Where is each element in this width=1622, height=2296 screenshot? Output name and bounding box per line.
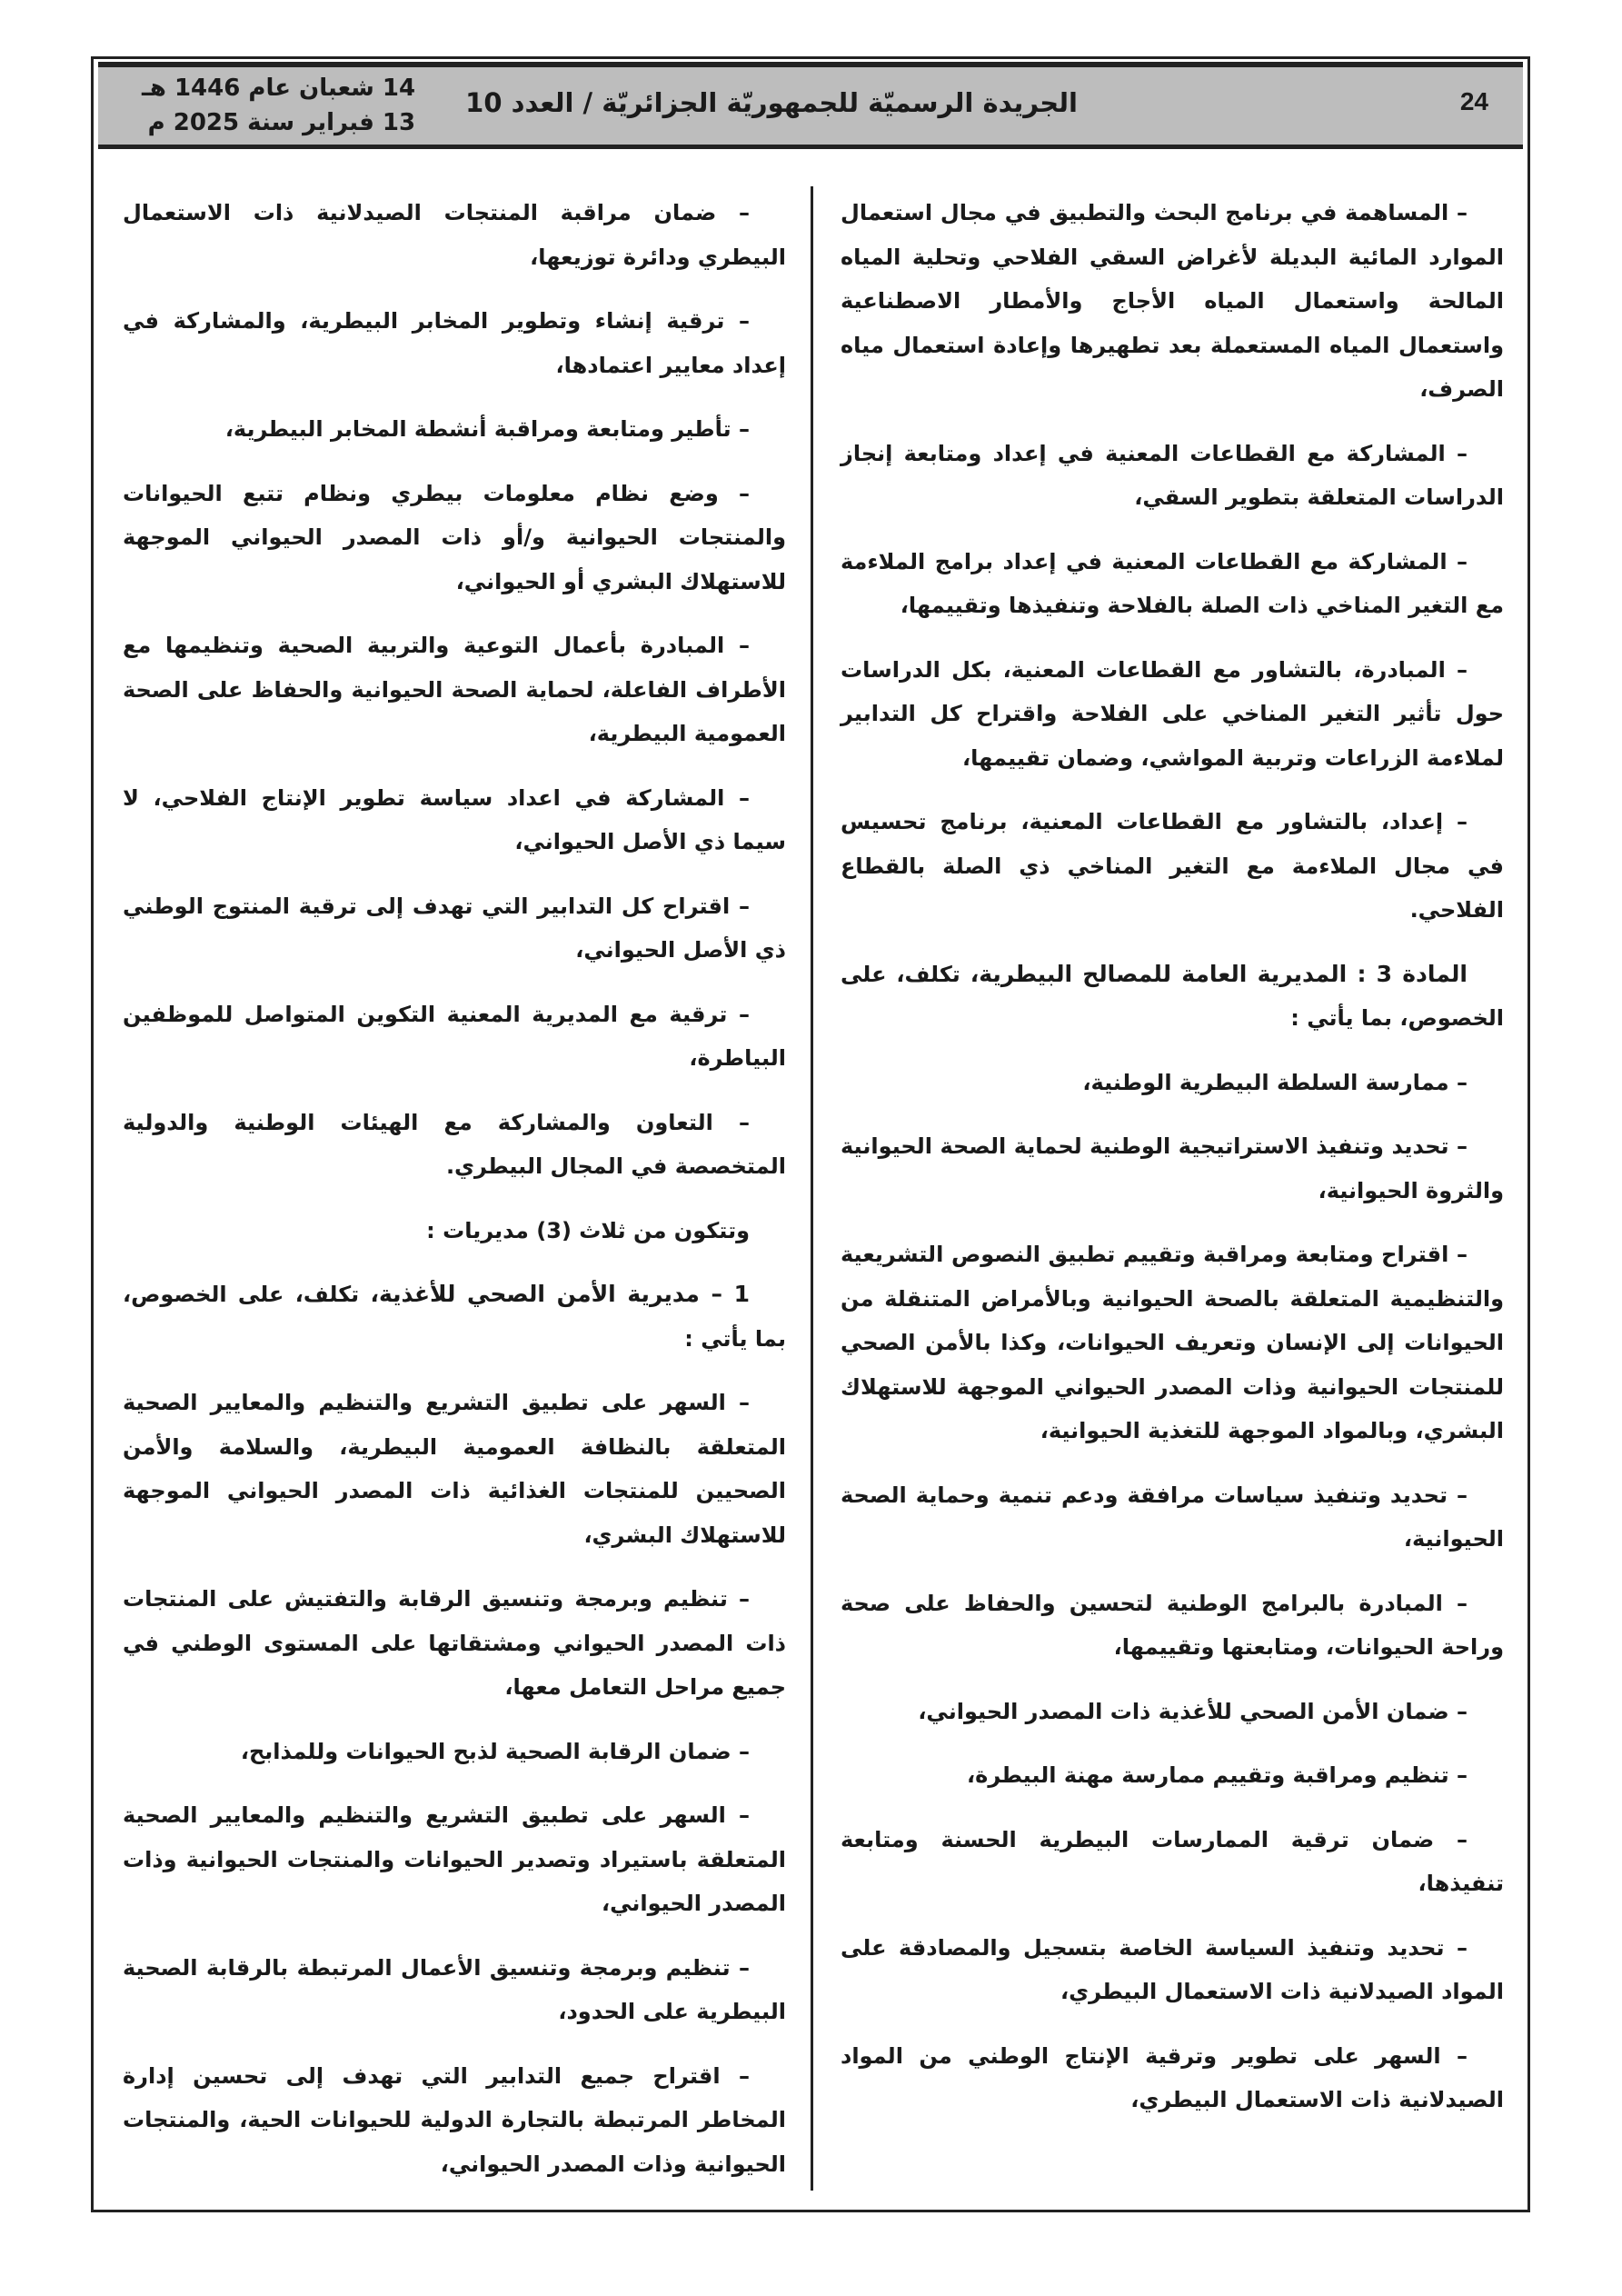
list-item bbox=[841, 1753, 1504, 1798]
list-item bbox=[123, 1730, 786, 1774]
list-item bbox=[123, 191, 786, 279]
list-item bbox=[841, 1233, 1504, 1453]
list-item bbox=[841, 540, 1504, 628]
column-divider bbox=[811, 186, 813, 2191]
paragraph-text: – تنظيم وبرمجة وتنسيق الرقابة والتفتيش على المنتجات ذات المصدر الحيواني ومشتقاتها على المستوى الوطني في جميع مراحل التعامل معها، bbox=[123, 1586, 786, 1700]
list-item bbox=[841, 432, 1504, 520]
gregorian-date: 13 فبراير سنة 2025 م bbox=[147, 109, 416, 136]
article-heading: المادة 3 : المديرية العامة للمصالح البيطرية، bbox=[970, 960, 1468, 987]
article-paragraph bbox=[841, 953, 1504, 1041]
list-item bbox=[841, 1061, 1504, 1105]
paragraph-text: – ضمان مراقبة المنتجات الصيدلانية ذات الاستعمال البيطري ودائرة توزيعها، bbox=[123, 200, 786, 270]
list-item bbox=[841, 1818, 1504, 1906]
paragraph-text: – تحديد وتنفيذ سياسات مرافقة ودعم تنمية وحماية الصحة الحيوانية، bbox=[841, 1482, 1504, 1552]
page-header bbox=[98, 62, 1523, 149]
gazette-title: الجريدة الرسميّة للجمهوريّة الجزائريّة / العدد 10 bbox=[465, 87, 1078, 118]
list-item bbox=[123, 1577, 786, 1710]
left-column bbox=[123, 191, 786, 2206]
paragraph-text: – اقتراح جميع التدابير التي تهدف إلى تحسين إدارة المخاطر المرتبطة بالتجارة الدولية للحيوانات الحية، والمنتجات الحيوانية وذات المصدر الحيواني، bbox=[123, 2062, 786, 2177]
list-item bbox=[123, 407, 786, 452]
paragraph-text: – التعاون والمشاركة مع الهيئات الوطنية والدولية المتخصصة في المجال البيطري. bbox=[123, 1109, 786, 1179]
list-item bbox=[841, 191, 1504, 412]
paragraph-text: – اقتراح كل التدابير التي تهدف إلى ترقية المنتوج الوطني ذي الأصل الحيواني، bbox=[123, 893, 786, 963]
issue-date bbox=[142, 71, 415, 140]
paragraph-text: – المبادرة بأعمال التوعية والتربية الصحية وتنظيمها مع الأطراف الفاعلة، لحماية الصحة الحيوانية والحفاظ على الصحة العمومية البيطرية، bbox=[123, 633, 786, 746]
paragraph-text: – المشاركة مع القطاعات المعنية في إعداد برامج الملاءمة مع التغير المناخي ذات الصلة بالفلاحة وتنفيذها وتقييمها، bbox=[841, 548, 1504, 618]
article-heading: 1 – مديرية الأمن الصحي للأغذية، bbox=[370, 1281, 751, 1307]
list-item bbox=[123, 1209, 786, 1253]
paragraph-text: – المشاركة في اعداد سياسة تطوير الإنتاج الفلاحي، لا سيما ذي الأصل الحيواني، bbox=[123, 784, 786, 854]
list-item bbox=[123, 299, 786, 387]
paragraph-text: – تحديد وتنفيذ السياسة الخاصة بتسجيل والمصادقة على المواد الصيدلانية ذات الاستعمال البيطري، bbox=[841, 1934, 1504, 2004]
paragraph-text: وتتكون من ثلاث (3) مديريات : bbox=[426, 1217, 750, 1243]
list-item bbox=[123, 1101, 786, 1189]
paragraph-text: – ضمان الأمن الصحي للأغذية ذات المصدر الحيواني، bbox=[918, 1698, 1468, 1724]
page-number: 24 bbox=[1459, 87, 1488, 115]
list-item bbox=[123, 1946, 786, 2034]
paragraph-text: – السهر على تطبيق التشريع والتنظيم والمعايير الصحية المتعلقة بالنظافة العمومية البيطرية، والسلامة والأمن الصحيين للمنتجات الغذائية ذات المصدر الحيواني الموجهة للاستهلاك البشري، bbox=[123, 1390, 786, 1548]
list-item bbox=[841, 1582, 1504, 1670]
list-item bbox=[123, 884, 786, 973]
list-item bbox=[123, 624, 786, 756]
paragraph-text: – ضمان ترقية الممارسات البيطرية الحسنة ومتابعة تنفيذها، bbox=[841, 1826, 1504, 1896]
list-item bbox=[123, 1381, 786, 1557]
paragraph-text: – المبادرة بالبرامج الوطنية لتحسين والحفاظ على صحة وراحة الحيوانات، ومتابعتها وتقييمها، bbox=[841, 1590, 1504, 1660]
list-item bbox=[123, 2054, 786, 2187]
paragraph-text: – ترقية مع المديرية المعنية التكوين المتواصل للموظفين البياطرة، bbox=[123, 1001, 786, 1071]
list-item bbox=[841, 1690, 1504, 1734]
paragraph-text: – اقتراح ومتابعة ومراقبة وتقييم تطبيق النصوص التشريعية والتنظيمية المتعلقة بالصحة الحيوانية وبالأمراض المتنقلة من الحيوانات إلى الإنسان وتعريف الحيوانات، وكذا بالأمن الصحي للمنتجات الحيوانية وذات المصدر الحيواني الموجهة للاستهلاك البشري، وبالمواد الموجهة للتغذية الحيوانية، bbox=[841, 1242, 1504, 1443]
paragraph-text: – وضع نظام معلومات بيطري ونظام تتبع الحيوانات والمنتجات الحيوانية و/أو ذات المصدر الحيواني الموجهة للاستهلاك البشري أو الحيواني، bbox=[123, 480, 786, 594]
list-item bbox=[841, 648, 1504, 781]
paragraph-text: – إعداد، بالتشاور مع القطاعات المعنية، برنامج تحسيس في مجال الملاءمة مع التغير المناخي ذي الصلة بالقطاع الفلاحي. bbox=[841, 809, 1504, 923]
paragraph-text: – ضمان الرقابة الصحية لذبح الحيوانات وللمذابح، bbox=[240, 1738, 750, 1764]
list-item bbox=[123, 472, 786, 604]
paragraph-text: – تنظيم وبرمجة وتنسيق الأعمال المرتبطة بالرقابة الصحية البيطرية على الحدود، bbox=[123, 1954, 786, 2024]
paragraph-text: – تحديد وتنفيذ الاستراتيجية الوطنية لحماية الصحة الحيوانية والثروة الحيوانية، bbox=[841, 1133, 1504, 1203]
paragraph-text: – المساهمة في برنامج البحث والتطبيق في مجال استعمال الموارد المائية البديلة لأغراض السقي الفلاحي وتحلية المياه المالحة واستعمال المياه الأجاج والأمطار الاصطناعية واستعمال المياه المستعملة بعد تطهيرها وإعادة استعمال مياه الصرف، bbox=[841, 200, 1504, 402]
hijri-date: 14 شعبان عام 1446 هـ bbox=[142, 75, 416, 102]
list-item bbox=[841, 2034, 1504, 2122]
paragraph-text: تكلف، على الخصوص، بما يأتي : bbox=[841, 961, 1504, 1031]
article-paragraph bbox=[123, 1273, 786, 1361]
paragraph-text: – تأطير ومتابعة ومراقبة أنشطة المخابر البيطرية، bbox=[224, 416, 750, 442]
paragraph-text: – ممارسة السلطة البيطرية الوطنية، bbox=[1082, 1069, 1468, 1095]
paragraph-text: تكلف، على الخصوص، بما يأتي : bbox=[123, 1282, 786, 1352]
list-item bbox=[841, 800, 1504, 933]
list-item bbox=[123, 1793, 786, 1926]
list-item bbox=[841, 1926, 1504, 2014]
paragraph-text: – المبادرة، بالتشاور مع القطاعات المعنية، بكل الدراسات حول تأثير التغير المناخي على الفلاحة واقتراح كل التدابير لملاءمة الزراعات وتربية المواشي، وضمان تقييمها، bbox=[841, 656, 1504, 771]
list-item bbox=[841, 1473, 1504, 1562]
list-item bbox=[123, 776, 786, 864]
paragraph-text: – المشاركة مع القطاعات المعنية في إعداد ومتابعة إنجاز الدراسات المتعلقة بتطوير السقي، bbox=[841, 440, 1504, 510]
paragraph-text: – السهر على تطبيق التشريع والتنظيم والمعايير الصحية المتعلقة باستيراد وتصدير الحيوانات والمنتجات الحيوانية وذات المصدر الحيواني، bbox=[123, 1802, 786, 1916]
right-column bbox=[841, 191, 1504, 2142]
list-item bbox=[123, 993, 786, 1081]
paragraph-text: – ترقية إنشاء وتطوير المخابر البيطرية، والمشاركة في إعداد معايير اعتمادها، bbox=[123, 308, 786, 378]
list-item bbox=[841, 1124, 1504, 1213]
paragraph-text: – تنظيم ومراقبة وتقييم ممارسة مهنة البيطرة، bbox=[967, 1762, 1468, 1788]
paragraph-text: – السهر على تطوير وترقية الإنتاج الوطني من المواد الصيدلانية ذات الاستعمال البيطري، bbox=[841, 2042, 1504, 2112]
